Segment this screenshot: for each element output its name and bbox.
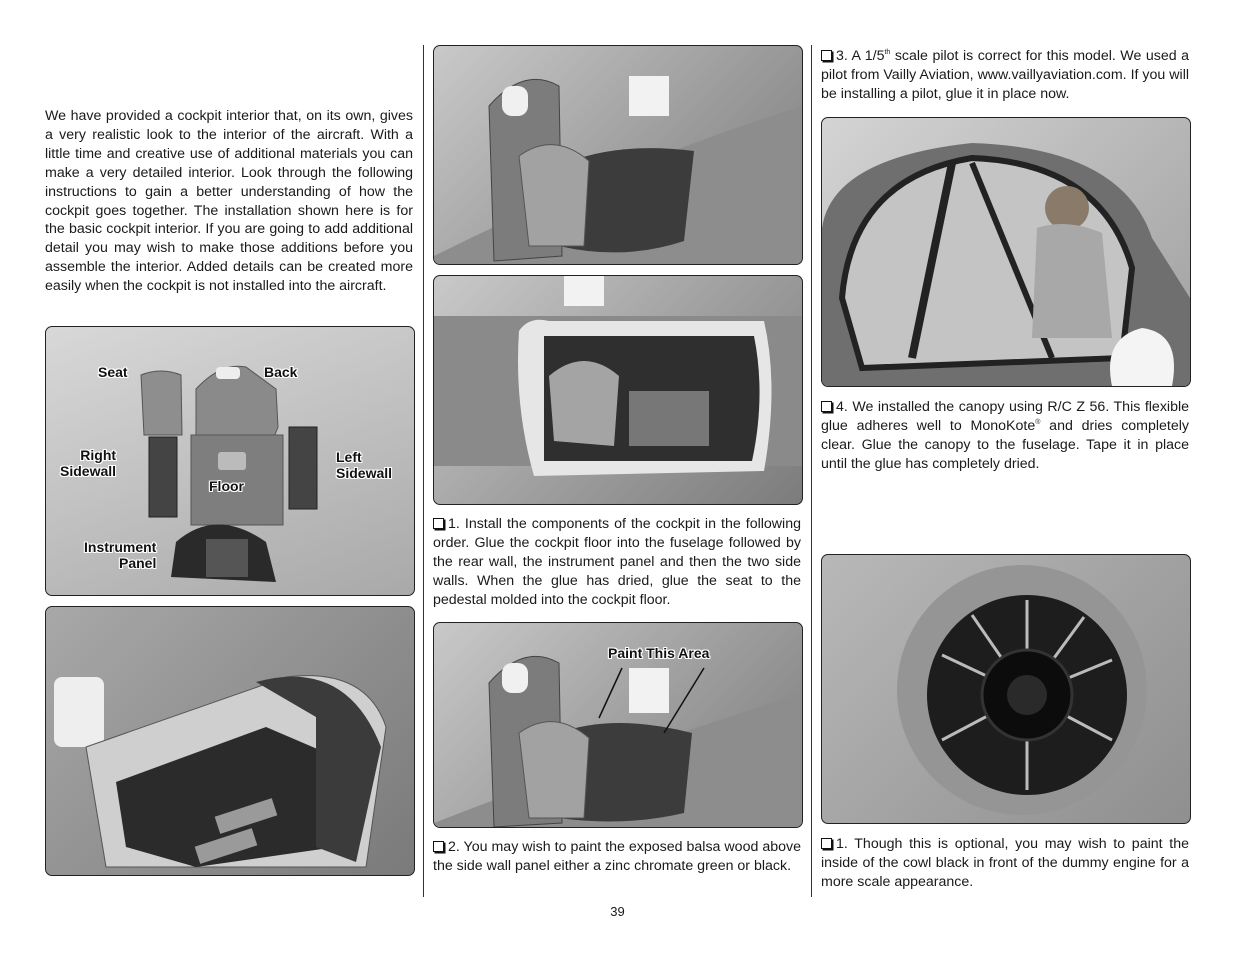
step4-checkbox[interactable] [821, 401, 832, 412]
page-number: 39 [610, 904, 625, 919]
cockpit-interior-photo [45, 606, 415, 876]
label-left-sidewall: Left Sidewall [336, 449, 393, 481]
cowl-step-checkbox[interactable] [821, 838, 832, 849]
step4-label-a: 4. We installed the canopy using R/C Z 56. This flexible glue adheres well to MonoKote [821, 399, 1189, 434]
step2-text [433, 838, 801, 876]
fuselage-cockpit-photo-side [433, 275, 803, 505]
fuselage-top-illustration [434, 46, 802, 264]
step3-label-a: 3. A 1/5 [836, 48, 885, 64]
cowl-engine-illustration [822, 555, 1190, 823]
step1-checkbox[interactable] [433, 518, 444, 529]
step2-checkbox[interactable] [433, 841, 444, 852]
step1-text [433, 515, 801, 610]
fuselage-side-illustration [434, 276, 802, 504]
step1-label: 1. Install the components of the cockpit in the following order. Glue the cockpit floor into the fuselage followed by the rear wall, the instrument panel and then the two side walls. When the glue has dried, glue the seat to the pedestal molded into the cockpit floor. [433, 516, 801, 608]
cowl-engine-photo [821, 554, 1191, 824]
step2-label: 2. You may wish to paint the exposed balsa wood above the side wall panel either a zinc chromate green or black. [433, 839, 801, 874]
cockpit-parts-photo [45, 326, 415, 596]
step3-superscript: th [884, 49, 891, 56]
step3-label-b: scale pilot is correct for this model. We used a pilot from Vailly Aviation, www.vaillyaviation.com. If you will be installing a pilot, glue it in place now. [821, 48, 1189, 102]
label-seat: Seat [98, 364, 128, 380]
fuselage-cockpit-photo-top [433, 45, 803, 265]
label-instrument-panel: Instrument Panel [84, 539, 157, 571]
cowl-step-label: 1. Though this is optional, you may wish to paint the inside of the cowl black in front of the dummy engine for a more scale appearance. [821, 836, 1189, 890]
pilot-canopy-photo [821, 117, 1191, 387]
step3-text [821, 47, 1189, 104]
column-divider-right [811, 45, 812, 897]
label-floor: Floor [209, 478, 244, 494]
step4-label-b: and dries completely clear. Glue the canopy to the fuselage. Tape it in place until the glue has completely dried. [821, 417, 1190, 472]
step4-superscript: ® [1035, 418, 1041, 426]
label-right-sidewall: Right Sidewall [60, 447, 117, 479]
label-paint-this-area: Paint This Area [608, 645, 710, 661]
intro-paragraph: We have provided a cockpit interior that, on its own, gives a very realistic look to the interior of the aircraft. With a little time and creative use of additional materials you can make a very detailed interior. Look through the following instructions to gain a better understanding of how the cockpit goes together. The installation shown here is for the basic cockpit interior. If you are going to add additional detail you may wish to make those additions before you assemble the interior. Added details can be created more easily when the cockpit is not installed into the aircraft. [45, 108, 413, 295]
step4-text [821, 398, 1189, 474]
label-back: Back [264, 364, 298, 380]
column-divider-left [423, 45, 424, 897]
cockpit-interior-illustration [46, 607, 414, 875]
step3-checkbox[interactable] [821, 50, 832, 61]
paint-area-photo [433, 622, 803, 828]
cowl-step-text [821, 835, 1189, 892]
pilot-canopy-illustration [822, 118, 1190, 386]
